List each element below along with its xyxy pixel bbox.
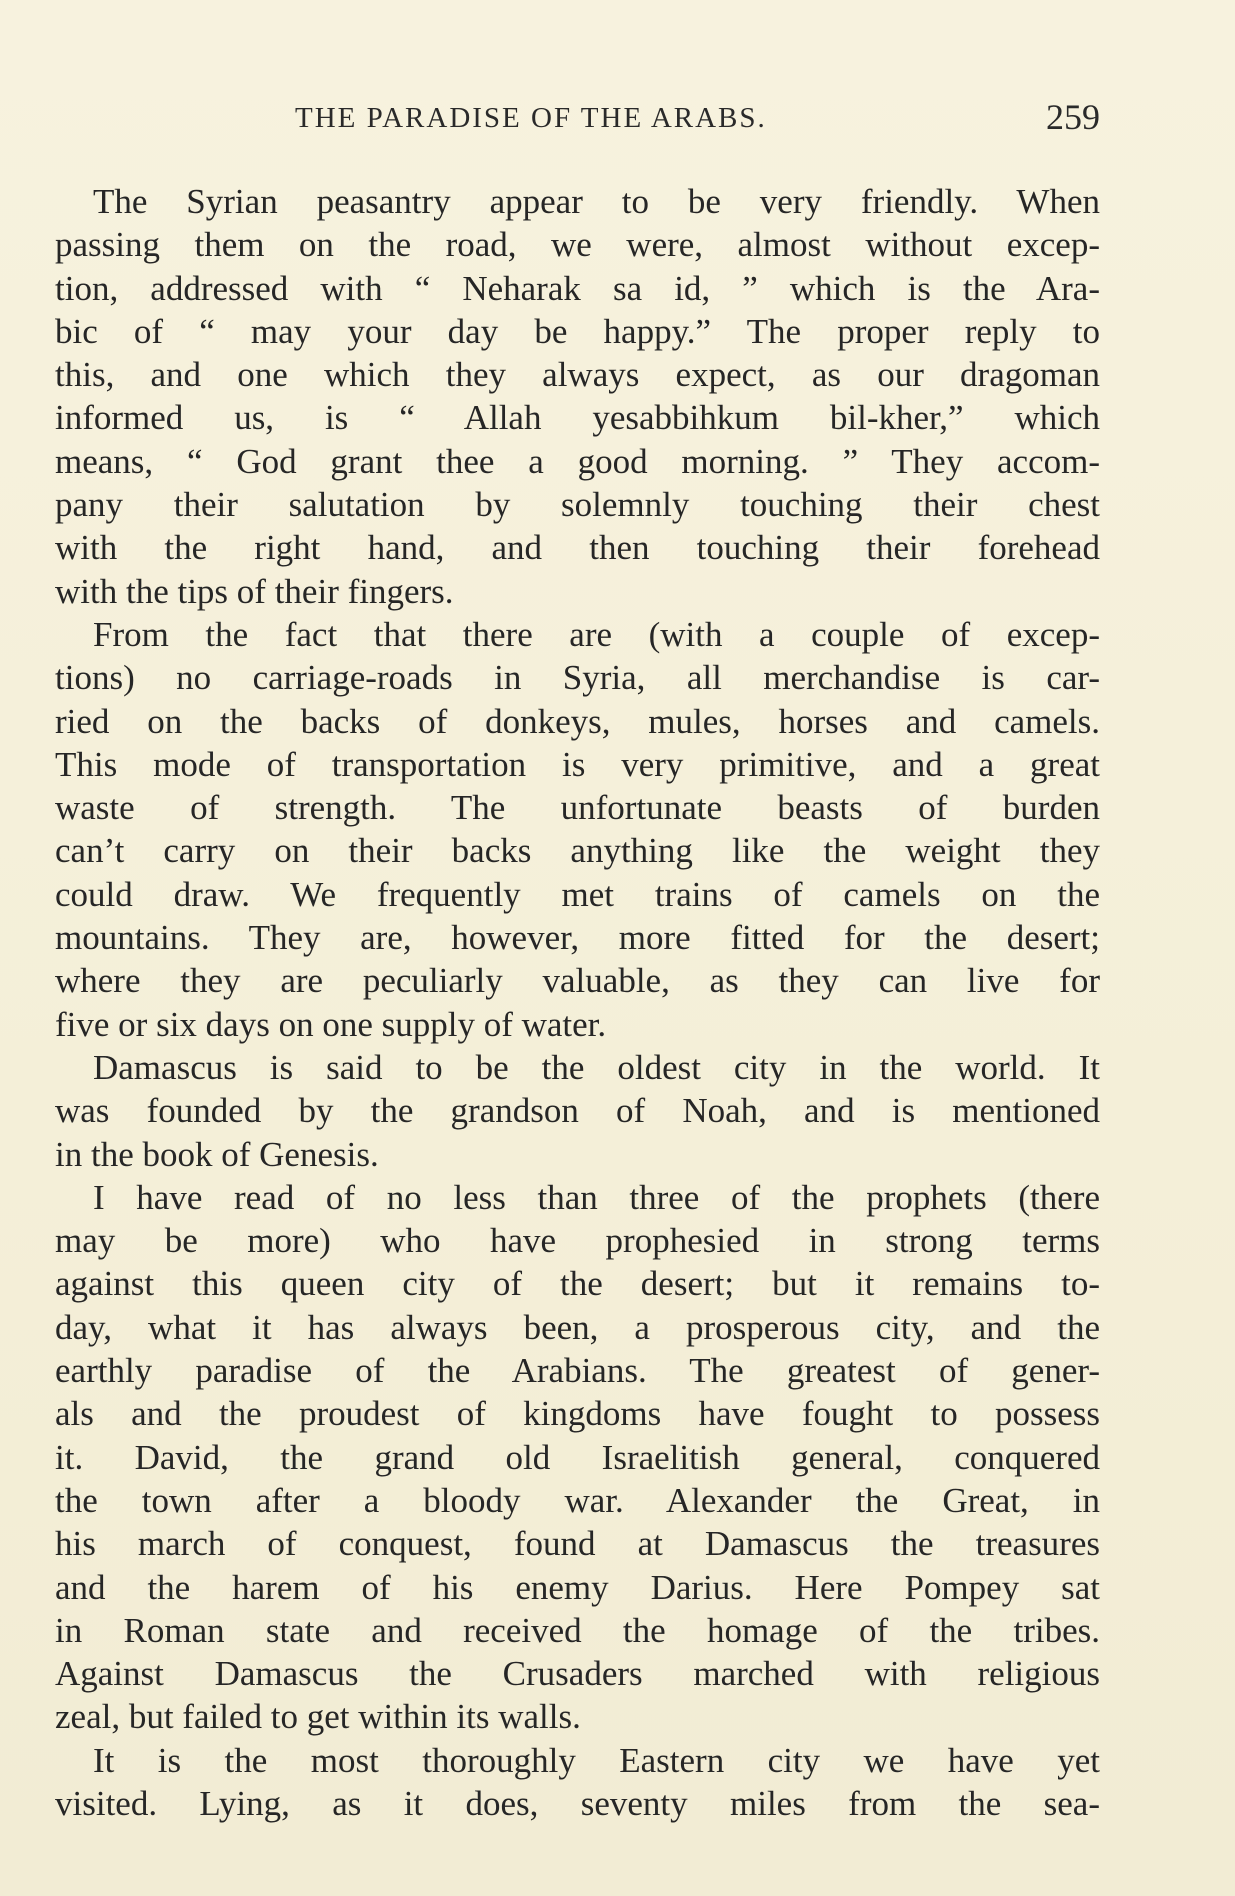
- text-line: with the right hand, and then touching their forehead: [55, 528, 1100, 568]
- text-line: means, “ God grant thee a good morning. ” They accom-: [55, 441, 1100, 481]
- text-line: passing them on the road, we were, almost without excep-: [55, 225, 1100, 265]
- text-line: can’t carry on their backs anything like the weight they: [55, 831, 1100, 871]
- text-line: with the tips of their fingers.: [55, 571, 454, 611]
- text-line: in Roman state and received the homage of the tribes.: [55, 1610, 1100, 1650]
- text-line: day, what it has always been, a prosperous city, and the: [55, 1307, 1100, 1347]
- text-line: als and the proudest of kingdoms have fought to possess: [55, 1394, 1100, 1434]
- text-line: was founded by the grandson of Noah, and is mentioned: [55, 1091, 1100, 1131]
- text-line: in the book of Genesis.: [55, 1134, 379, 1174]
- text-line: pany their salutation by solemnly touching their chest: [55, 485, 1100, 525]
- text-line: zeal, but failed to get within its walls.: [55, 1697, 581, 1737]
- text-line: Against Damascus the Crusaders marched with religious: [55, 1654, 1100, 1694]
- text-line: this, and one which they always expect, as our dragoman: [55, 355, 1100, 395]
- text-line: could draw. We frequently met trains of camels on the: [55, 874, 1100, 914]
- paragraph: [55, 1739, 1100, 1826]
- text-line: The Syrian peasantry appear to be very friendly. When: [93, 182, 1100, 221]
- text-line: the town after a bloody war. Alexander the Great, in: [55, 1480, 1100, 1520]
- running-head: [55, 96, 1100, 140]
- paragraph: [55, 1046, 1100, 1176]
- text-line: tion, addressed with “ Neharak sa id, ” which is the Ara-: [55, 268, 1100, 308]
- text-line: his march of conquest, found at Damascus the treasures: [55, 1524, 1100, 1564]
- text-line: ried on the backs of donkeys, mules, horses and camels.: [55, 701, 1100, 741]
- text-line: and the harem of his enemy Darius. Here Pompey sat: [55, 1567, 1100, 1607]
- text-line: This mode of transportation is very primitive, and a great: [55, 744, 1100, 784]
- text-line: it. David, the grand old Israelitish general, conquered: [55, 1437, 1100, 1477]
- text-line: mountains. They are, however, more fitted for the desert;: [55, 918, 1100, 958]
- paragraph: [55, 180, 1100, 613]
- text-line: informed us, is “ Allah yesabbihkum bil-kher,” which: [55, 398, 1100, 438]
- text-line: may be more) who have prophesied in strong terms: [55, 1221, 1100, 1261]
- text-line: against this queen city of the desert; but it remains to-: [55, 1264, 1100, 1304]
- text-line: It is the most thoroughly Eastern city we have yet: [93, 1740, 1100, 1780]
- text-line: visited. Lying, as it does, seventy miles from the sea-: [55, 1783, 1100, 1823]
- paragraph: [55, 1176, 1100, 1739]
- text-line: Damascus is said to be the oldest city in the world. It: [93, 1047, 1100, 1087]
- text-line: bic of “ may your day be happy.” The proper reply to: [55, 311, 1100, 351]
- text-line: I have read of no less than three of the prophets (there: [93, 1177, 1100, 1217]
- text-line: where they are peculiarly valuable, as they can live for: [55, 961, 1100, 1001]
- text-line: waste of strength. The unfortunate beasts of burden: [55, 788, 1100, 828]
- text-line: From the fact that there are (with a couple of excep-: [93, 614, 1100, 654]
- body-text: [55, 180, 1100, 1825]
- text-line: five or six days on one supply of water.: [55, 1004, 607, 1044]
- paragraph: [55, 613, 1100, 1046]
- text-line: tions) no carriage-roads in Syria, all merchandise is car-: [55, 658, 1100, 698]
- text-line: earthly paradise of the Arabians. The greatest of gener-: [55, 1351, 1100, 1391]
- page-number: 259: [1046, 97, 1100, 137]
- running-title: THE PARADISE OF THE ARABS.: [295, 102, 767, 134]
